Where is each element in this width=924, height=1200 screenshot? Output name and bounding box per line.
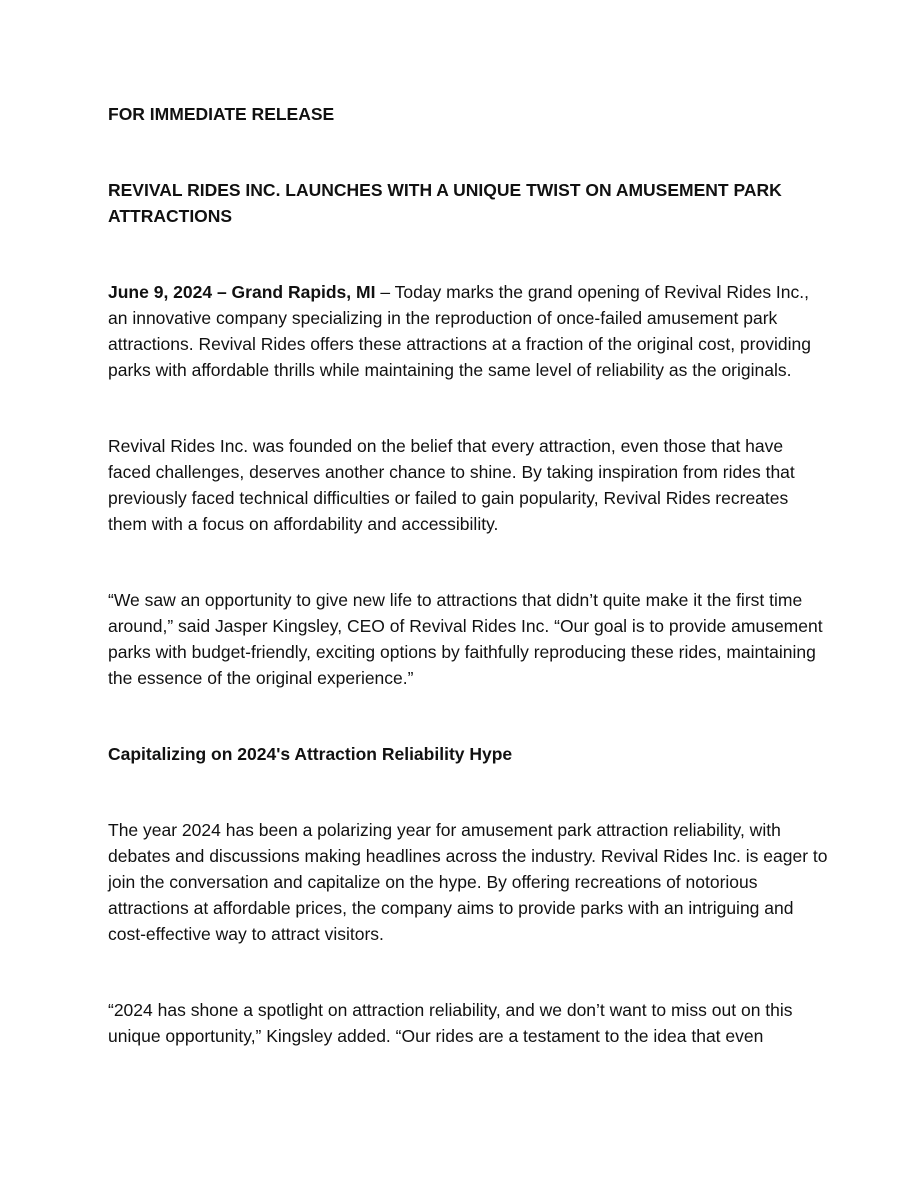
industry-paragraph: The year 2024 has been a polarizing year for amusement park attraction reliability, with debates and discussions making headlines across the industry. Revival Rides Inc. is eager to join the conversation and capitalize on the hype. By offering recreations of notorious attractions at affordable prices, the company aims to provide parks with an intriguing and cost-effective way to attract visitors. (108, 820, 828, 944)
intro-paragraph (108, 279, 830, 383)
press-release-body (108, 101, 830, 1049)
dateline: June 9, 2024 – Grand Rapids, MI (108, 282, 376, 302)
ceo-quote-paragraph: “We saw an opportunity to give new life to attractions that didn’t quite make it the first time around,” said Jasper Kingsley, CEO of Revival Rides Inc. “Our goal is to provide amusement parks with budget-friendly, exciting options by faithfully reproducing these rides, maintaining the essence of the original experience.” (108, 590, 823, 688)
closing-quote-paragraph: “2024 has shone a spotlight on attraction reliability, and we don’t want to miss out on this unique opportunity,” Kingsley added. “Our rides are a testament to the idea that even (108, 1000, 793, 1046)
headline: REVIVAL RIDES INC. LAUNCHES WITH A UNIQUE TWIST ON AMUSEMENT PARK ATTRACTIONS (108, 180, 782, 226)
release-label: FOR IMMEDIATE RELEASE (108, 104, 335, 124)
section-subheading: Capitalizing on 2024's Attraction Reliability Hype (108, 744, 513, 764)
intro-paragraph-text: – Today marks the grand opening of Revival Rides Inc., an innovative company specializing in the reproduction of once-failed amusement park attractions. Revival Rides offers these attractions at a fraction of the original cost, providing parks with affordable thrills while maintaining the same level of reliability as the originals. (108, 282, 811, 380)
founding-paragraph: Revival Rides Inc. was founded on the belief that every attraction, even those that have faced challenges, deserves another chance to shine. By taking inspiration from rides that previously faced technical difficulties or failed to gain popularity, Revival Rides recreates them with a focus on affordability and accessibility. (108, 436, 795, 534)
